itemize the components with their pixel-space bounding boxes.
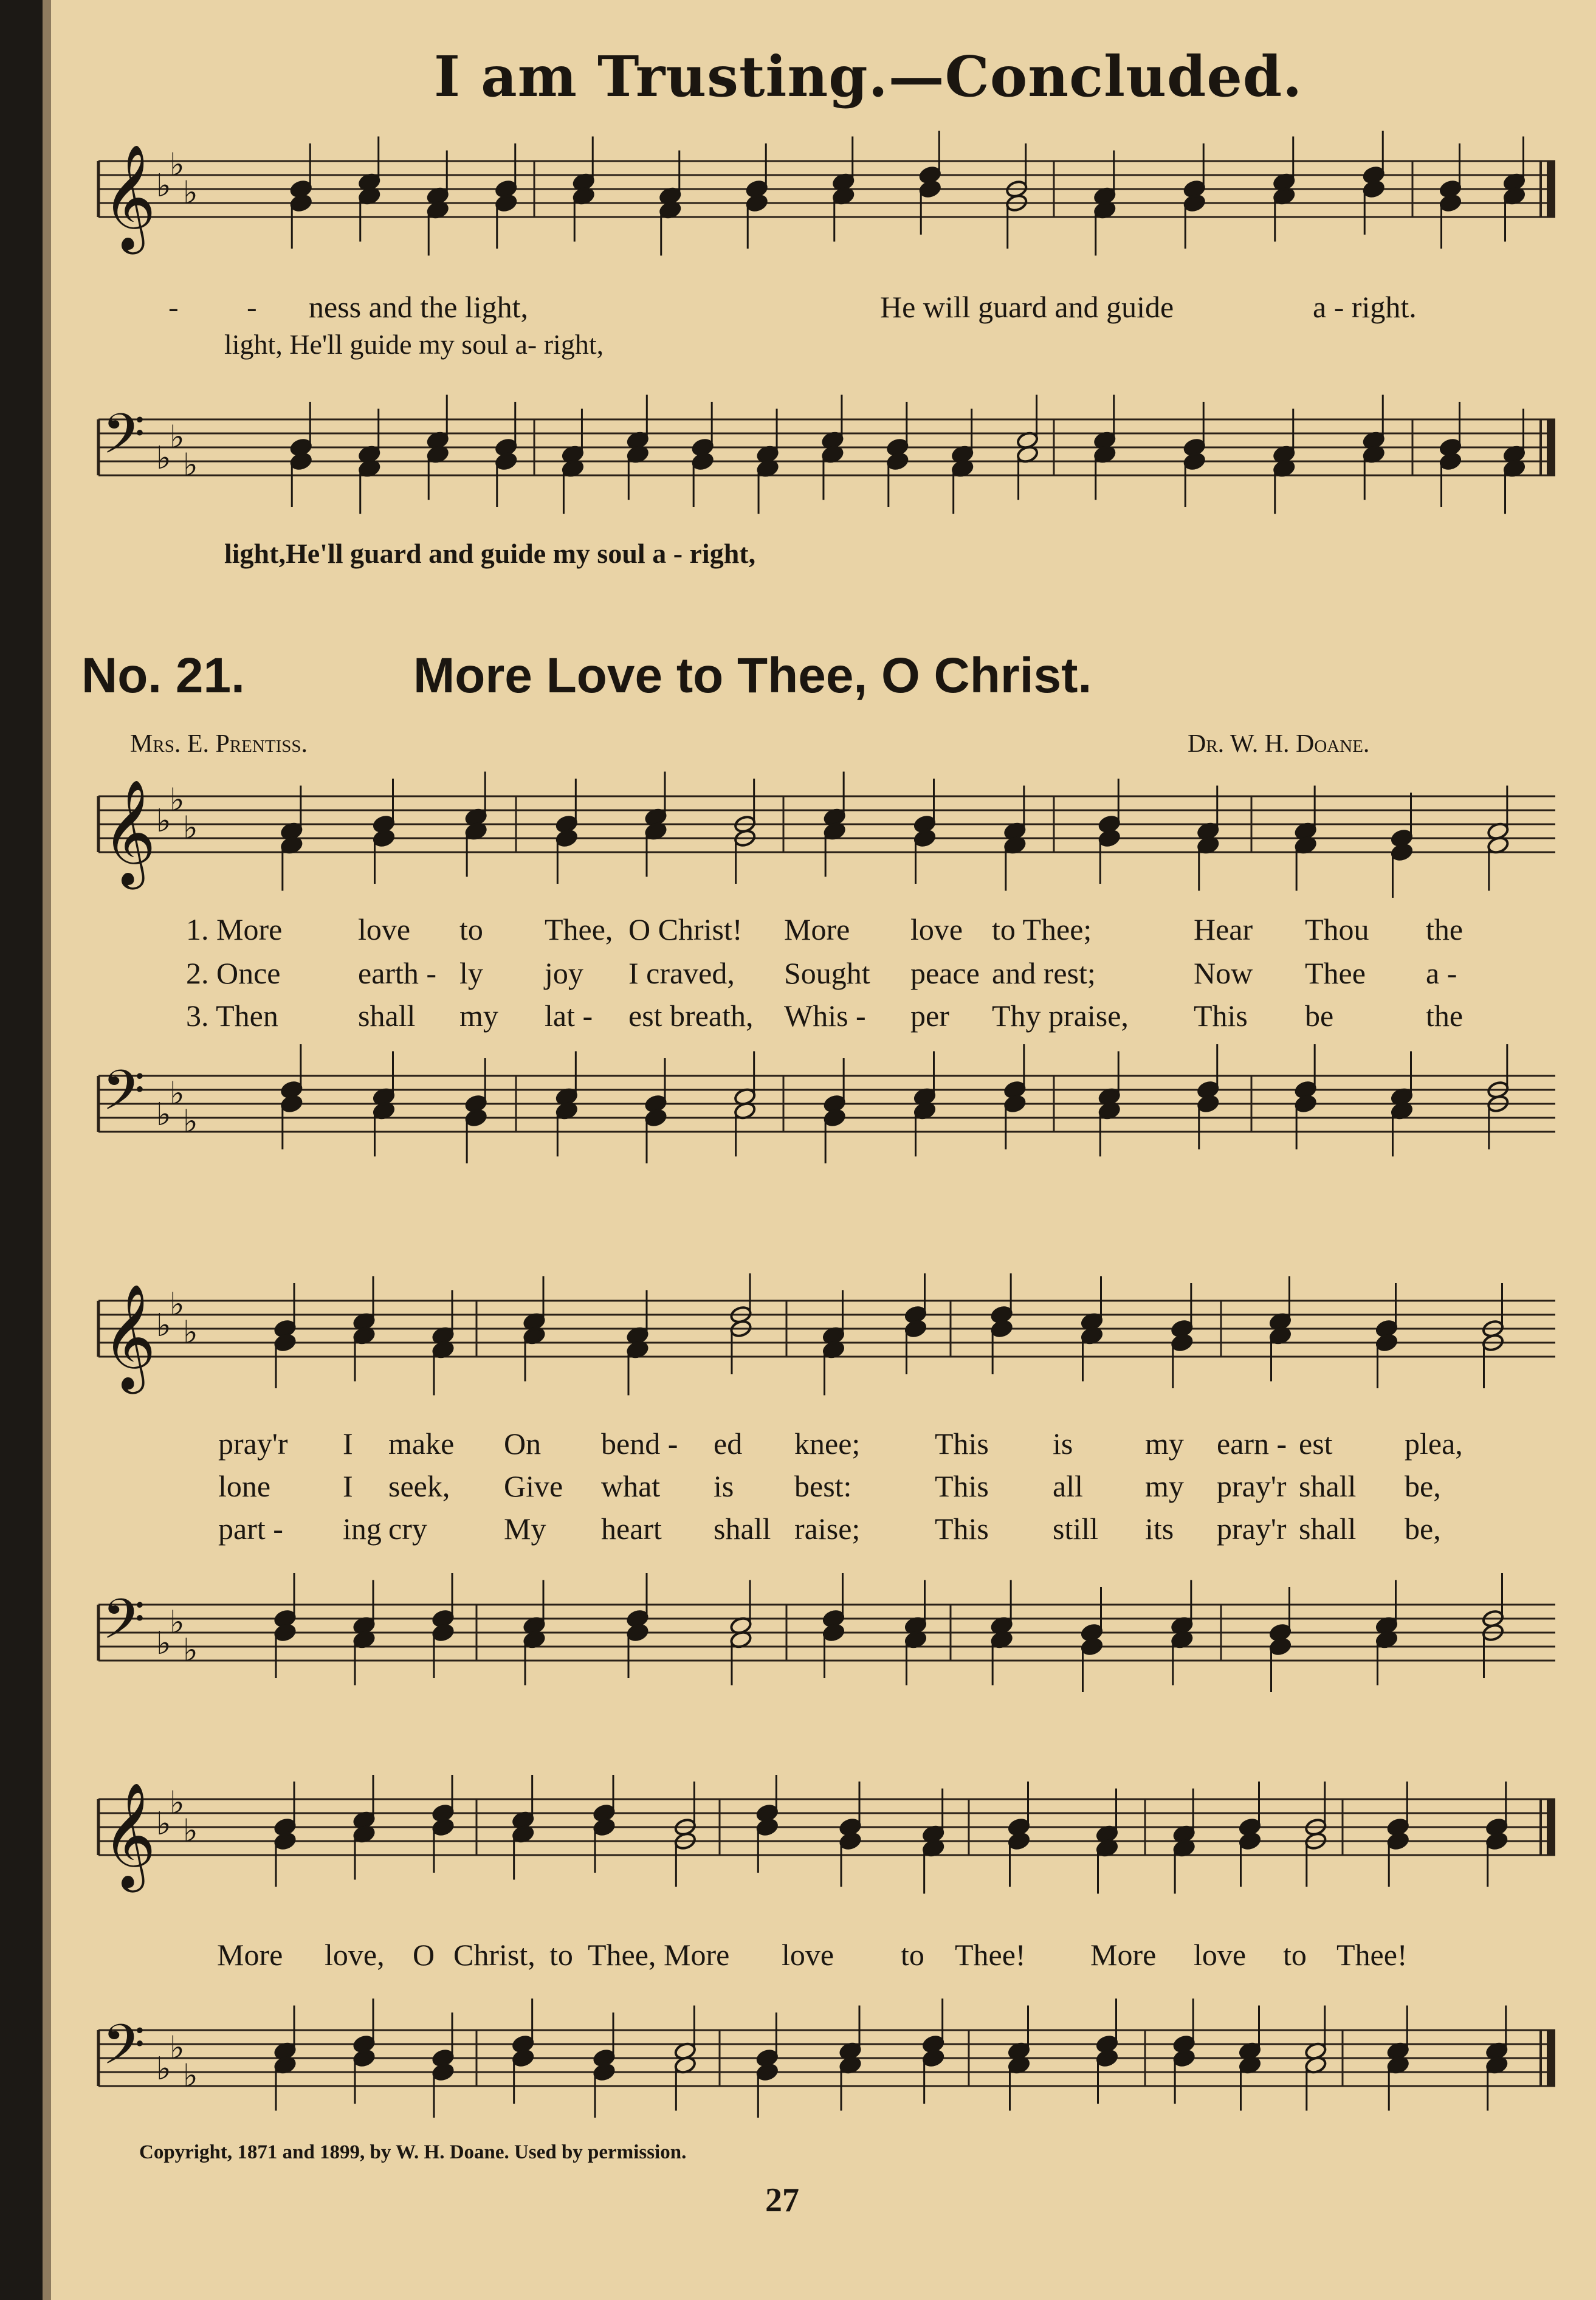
lyric-syllable: to xyxy=(549,1938,573,1972)
hymn-number: No. 21. xyxy=(81,648,245,703)
note-head xyxy=(1197,1094,1220,1114)
note-head xyxy=(1386,1831,1409,1851)
lyric-syllable: pray'r xyxy=(1217,1512,1287,1546)
note-head xyxy=(822,1623,845,1642)
lyric-syllable: love xyxy=(1194,1938,1247,1972)
lyric-syllable: love, xyxy=(325,1938,385,1972)
binding-edge xyxy=(43,0,51,2300)
lyric-syllable: shall xyxy=(358,999,416,1033)
note-head xyxy=(990,1319,1013,1338)
lyric-syllable: be xyxy=(1305,999,1334,1033)
flat-icon: ♭ xyxy=(170,1075,185,1112)
lyric-syllable: what xyxy=(601,1469,661,1503)
note-head xyxy=(626,1623,649,1642)
note-head xyxy=(1485,1831,1508,1851)
lyric-syllable: is xyxy=(1053,1427,1073,1461)
note-head xyxy=(691,452,714,471)
bass-staff-lines xyxy=(94,1985,1561,2124)
lyric-syllable: Hear xyxy=(1194,912,1253,946)
lyric-syllable: O xyxy=(413,1938,435,1972)
lyric-syllable: earn - xyxy=(1217,1427,1287,1461)
note-head xyxy=(1081,1637,1104,1656)
lyric-syllable: to xyxy=(459,912,483,946)
lyric-syllable: ing xyxy=(343,1512,382,1546)
flat-icon: ♭ xyxy=(156,1097,171,1133)
hymn-title: More Love to Thee, O Christ. xyxy=(413,648,1092,703)
hymn-author: Mrs. E. Prentiss. xyxy=(130,730,308,758)
flat-icon: ♭ xyxy=(156,803,171,839)
note-head xyxy=(756,1817,779,1837)
note-head xyxy=(273,1333,297,1352)
note-head xyxy=(1003,1094,1027,1114)
lyric-syllable: love xyxy=(910,912,963,946)
note-head xyxy=(1183,452,1206,471)
lyric-syllable: Thee, xyxy=(588,1938,656,1972)
book-binding xyxy=(0,0,43,2300)
lyric-syllable: be, xyxy=(1405,1512,1441,1546)
flat-icon: ♭ xyxy=(183,447,198,484)
lyric-syllable: shall xyxy=(714,1512,771,1546)
treble-clef-icon: 𝄞 xyxy=(102,1284,156,1389)
note-head xyxy=(1183,193,1206,213)
note-head xyxy=(1362,179,1385,199)
lyric-line: He will guard and guide xyxy=(880,290,1174,324)
lyric-syllable: Thou xyxy=(1305,912,1369,946)
note-head xyxy=(745,193,768,213)
treble-clef-icon: 𝄞 xyxy=(102,144,156,250)
lyric-line: a - right. xyxy=(1313,290,1417,324)
treble-staff-lines xyxy=(94,131,1561,270)
flat-icon: ♭ xyxy=(156,2051,171,2087)
lyric-syllable: Thee! xyxy=(1336,1938,1408,1972)
final-barline xyxy=(1547,2030,1555,2086)
lyric-syllable: ed xyxy=(714,1427,743,1461)
note-head xyxy=(280,1094,303,1114)
note-head xyxy=(273,1831,297,1851)
lyric-syllable: per xyxy=(910,999,949,1033)
lyric-syllable: Christ, xyxy=(453,1938,535,1972)
flat-icon: ♭ xyxy=(156,1307,171,1344)
note-head xyxy=(823,1108,846,1128)
note-head xyxy=(1294,1094,1317,1114)
lyric-dash: - xyxy=(247,290,257,324)
flat-icon: ♭ xyxy=(183,810,198,847)
lyric-syllable: the xyxy=(1426,912,1464,946)
note-head xyxy=(353,2048,376,2068)
lyric-syllable: knee; xyxy=(794,1427,861,1461)
flat-icon: ♭ xyxy=(183,2057,198,2095)
note-head xyxy=(432,2062,455,2082)
lyric-syllable: 3. Then xyxy=(186,999,278,1033)
refrain-bass-staff xyxy=(94,1985,1561,2124)
lyric-syllable: I craved, xyxy=(628,956,735,990)
note-head xyxy=(495,193,518,213)
lyric-syllable: My xyxy=(504,1512,546,1546)
flat-icon: ♭ xyxy=(183,1314,198,1351)
lyric-syllable: the xyxy=(1426,999,1464,1033)
hymn-composer: Dr. W. H. Doane. xyxy=(1188,730,1370,758)
bass-clef-icon: 𝄢 xyxy=(102,1587,145,1665)
lyric-syllable: bend - xyxy=(601,1427,678,1461)
flat-icon: ♭ xyxy=(170,782,185,819)
flat-icon: ♭ xyxy=(170,1785,185,1822)
note-head xyxy=(918,179,941,199)
lyric-syllable: part - xyxy=(218,1512,283,1546)
system1-bass-staff xyxy=(94,1036,1561,1176)
flat-icon: ♭ xyxy=(156,168,171,204)
lyric-syllable: est breath, xyxy=(628,999,754,1033)
note-head xyxy=(913,828,937,848)
note-head xyxy=(556,828,579,848)
lyric-syllable: love xyxy=(782,1938,834,1972)
note-head xyxy=(593,1817,616,1837)
flat-icon: ♭ xyxy=(170,2030,185,2067)
bass-clef-icon: 𝄢 xyxy=(102,1058,145,1136)
lyric-syllable: shall xyxy=(1299,1469,1357,1503)
note-head xyxy=(464,1108,487,1128)
bass-clef-icon: 𝄢 xyxy=(102,402,145,480)
note-head xyxy=(512,2048,535,2068)
lyric-syllable: Whis - xyxy=(784,999,866,1033)
lyric-syllable: est xyxy=(1299,1427,1333,1461)
system1-treble-staff xyxy=(94,769,1561,903)
final-barline xyxy=(1547,419,1555,475)
note-head xyxy=(1096,2048,1119,2068)
lyric-syllable: peace xyxy=(910,956,980,990)
note-head xyxy=(644,1108,667,1128)
lyric-syllable: 1. More xyxy=(186,912,283,946)
lyric-syllable: lone xyxy=(218,1469,271,1503)
lyric-syllable: all xyxy=(1053,1469,1083,1503)
note-head xyxy=(495,452,518,471)
final-barline xyxy=(1547,1799,1555,1855)
bass-staff-lines xyxy=(94,1036,1561,1176)
treble-clef-icon: 𝄞 xyxy=(102,1782,156,1888)
flat-icon: ♭ xyxy=(170,419,185,456)
lyric-syllable: More xyxy=(217,1938,283,1972)
lyric-syllable: to Thee; xyxy=(992,912,1092,946)
bass-staff-lines xyxy=(94,1556,1561,1702)
treble-staff-lines xyxy=(94,1273,1561,1407)
page-number: 27 xyxy=(765,2181,799,2219)
note-head xyxy=(904,1319,927,1338)
lyric-syllable: raise; xyxy=(794,1512,861,1546)
note-head xyxy=(289,193,312,213)
lyric-syllable: lat - xyxy=(545,999,593,1033)
concluded-bass-staff xyxy=(94,368,1561,520)
treble-staff-lines xyxy=(94,1775,1561,1902)
system2-treble-staff xyxy=(94,1273,1561,1407)
flat-icon: ♭ xyxy=(183,174,198,212)
lyric-syllable: heart xyxy=(601,1512,662,1546)
final-barline xyxy=(1547,161,1555,217)
note-head xyxy=(273,1623,297,1642)
lyric-dash: - xyxy=(168,290,179,324)
note-head xyxy=(432,1623,455,1642)
note-head xyxy=(593,2062,616,2082)
copyright-notice: Copyright, 1871 and 1899, by W. H. Doane. Used by permission. xyxy=(139,2141,687,2163)
bass-clef-icon: 𝄢 xyxy=(102,2012,145,2090)
lyric-syllable: Give xyxy=(504,1469,563,1503)
page-title: I am Trusting.—Concluded. xyxy=(434,44,1303,109)
lyric-syllable: still xyxy=(1053,1512,1099,1546)
flat-icon: ♭ xyxy=(156,440,171,477)
note-head xyxy=(1269,1637,1292,1656)
lyric-syllable: This xyxy=(935,1427,989,1461)
lyric-syllable: and rest; xyxy=(992,956,1096,990)
flat-icon: ♭ xyxy=(170,1604,185,1641)
flat-icon: ♭ xyxy=(183,1103,198,1140)
lyric-syllable: seek, xyxy=(388,1469,450,1503)
lyric-syllable: On xyxy=(504,1427,542,1461)
flat-icon: ♭ xyxy=(156,1806,171,1842)
note-head xyxy=(886,452,909,471)
treble-clef-icon: 𝄞 xyxy=(102,779,156,885)
lyric-syllable: shall xyxy=(1299,1512,1357,1546)
flat-icon: ♭ xyxy=(170,1286,185,1323)
lyric-syllable: a - xyxy=(1426,956,1457,990)
note-head xyxy=(1375,1333,1398,1352)
lyric-syllable: my xyxy=(1145,1469,1184,1503)
lyric-syllable: Sought xyxy=(784,956,870,990)
treble-staff-lines xyxy=(94,769,1561,903)
lyric-syllable: earth - xyxy=(358,956,437,990)
concluded-treble-staff xyxy=(94,131,1561,270)
note-head xyxy=(289,452,312,471)
lyric-syllable: O Christ! xyxy=(628,912,743,946)
lyric-syllable: cry xyxy=(388,1512,427,1546)
flat-icon: ♭ xyxy=(183,1813,198,1850)
lyric-syllable: my xyxy=(459,999,498,1033)
note-head xyxy=(1239,1831,1262,1851)
lyric-syllable: Now xyxy=(1194,956,1253,990)
hymnal-page xyxy=(51,0,1596,2300)
lyric-syllable: I xyxy=(343,1427,353,1461)
lyric-syllable: Thee! xyxy=(955,1938,1026,1972)
lyric-syllable: pray'r xyxy=(218,1427,288,1461)
note-head xyxy=(432,1817,455,1837)
note-head xyxy=(373,828,396,848)
lyric-syllable: This xyxy=(935,1469,989,1503)
note-head xyxy=(1172,2048,1195,2068)
note-head xyxy=(1008,1831,1031,1851)
note-head xyxy=(1439,452,1462,471)
lyric-syllable: Thy praise, xyxy=(992,999,1129,1033)
lyric-line: ness and the light, xyxy=(309,290,529,324)
note-head xyxy=(756,2062,779,2082)
lyric-syllable: ly xyxy=(459,956,483,990)
lyric-syllable: its xyxy=(1145,1512,1174,1546)
lyric-line: light,He'll guard and guide my soul a - right, xyxy=(224,538,756,569)
flat-icon: ♭ xyxy=(170,146,185,184)
note-head xyxy=(1171,1333,1194,1352)
lyric-syllable: my xyxy=(1145,1427,1184,1461)
system2-bass-staff xyxy=(94,1556,1561,1702)
lyric-syllable: to xyxy=(901,1938,924,1972)
lyric-syllable: I xyxy=(343,1469,353,1503)
note-head xyxy=(1439,193,1462,213)
lyric-syllable: This xyxy=(935,1512,989,1546)
lyric-syllable: to xyxy=(1283,1938,1307,1972)
lyric-syllable: pray'r xyxy=(1217,1469,1287,1503)
lyric-syllable: More xyxy=(784,912,850,946)
lyric-syllable: More xyxy=(664,1938,730,1972)
lyric-syllable: be, xyxy=(1405,1469,1441,1503)
note-head xyxy=(1391,842,1414,862)
refrain-treble-staff xyxy=(94,1775,1561,1902)
lyric-syllable: Thee, xyxy=(545,912,613,946)
note-head xyxy=(922,2048,945,2068)
lyric-syllable: love xyxy=(358,912,411,946)
lyric-syllable: More xyxy=(1090,1938,1157,1972)
lyric-syllable: make xyxy=(388,1427,455,1461)
lyric-syllable: best: xyxy=(794,1469,852,1503)
bass-staff-lines xyxy=(94,368,1561,520)
note-head xyxy=(839,1831,862,1851)
flat-icon: ♭ xyxy=(156,1625,171,1662)
lyric-syllable: 2. Once xyxy=(186,956,281,990)
lyric-syllable: This xyxy=(1194,999,1248,1033)
lyric-syllable: joy xyxy=(545,956,583,990)
note-head xyxy=(1098,828,1121,848)
lyric-line: light, He'll guide my soul a- right, xyxy=(224,329,604,360)
flat-icon: ♭ xyxy=(183,1632,198,1669)
lyric-syllable: Thee xyxy=(1305,956,1366,990)
lyric-syllable: is xyxy=(714,1469,734,1503)
lyric-syllable: plea, xyxy=(1405,1427,1463,1461)
